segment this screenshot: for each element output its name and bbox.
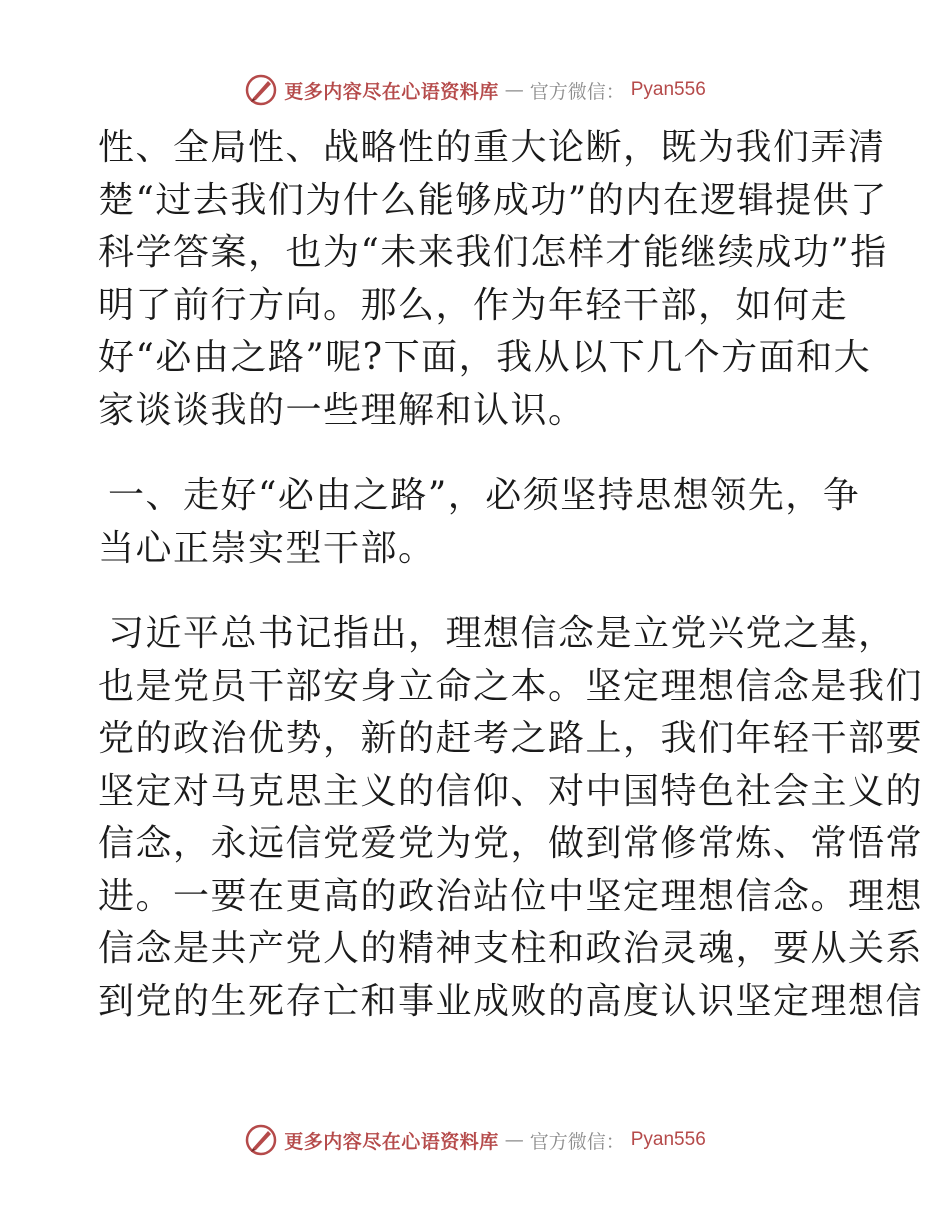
heading-line: 当心正崇实型干部。 bbox=[98, 527, 436, 569]
text-line: 信念是共产党人的精神支柱和政治灵魂，要从关系 bbox=[98, 928, 924, 969]
text-line: 明了前行方向。那么，作为年轻干部，如何走 bbox=[98, 284, 849, 326]
watermark-wechat-id: Pyan556 bbox=[630, 79, 706, 100]
text-line: 坚定对马克思主义的信仰、对中国特色社会主义的 bbox=[98, 770, 924, 812]
text-line: 党的政治优势，新的赶考之路上，我们年轻干部要 bbox=[98, 718, 924, 759]
text-line: 好“必由之路”呢?下面，我从以下几个方面和大 bbox=[98, 337, 872, 378]
text-line: 也是党员干部安身立命之本。坚定理想信念是我们 bbox=[98, 665, 924, 707]
text-line: 到党的生死存亡和事业成败的高度认识坚定理想信 bbox=[98, 980, 924, 1022]
watermark-wechat-label: 官方微信： bbox=[529, 80, 625, 103]
watermark-site-text: 更多内容尽在心语资料库 bbox=[284, 80, 499, 103]
quill-pen-logo-icon bbox=[244, 73, 278, 107]
section-heading-1 bbox=[98, 470, 861, 575]
text-line: 进。一要在更高的政治站位中坚定理想信念。理想 bbox=[98, 875, 924, 917]
text-line: 信念，永远信党爱党为党，做到常修常炼、常悟常 bbox=[98, 823, 924, 864]
header-watermark bbox=[0, 70, 950, 110]
text-line: 楚“过去我们为什么能够成功”的内在逻辑提供了 bbox=[98, 179, 888, 221]
heading-line: 一、走好“必由之路”，必须坚持思想领先，争 bbox=[108, 475, 861, 516]
watermark-wechat-id: Pyan556 bbox=[630, 1129, 706, 1150]
document-body bbox=[98, 122, 924, 1028]
quill-pen-logo-icon bbox=[244, 1123, 278, 1157]
text-line: 性、全局性、战略性的重大论断，既为我们弄清 bbox=[98, 127, 886, 168]
text-line: 习近平总书记指出，理想信念是立党兴党之基， bbox=[108, 613, 896, 654]
text-line: 科学答案，也为“未来我们怎样才能继续成功”指 bbox=[98, 232, 888, 273]
watermark-dash: — bbox=[504, 79, 524, 101]
paragraph-1 bbox=[98, 122, 888, 437]
watermark-site-text: 更多内容尽在心语资料库 bbox=[284, 1130, 499, 1153]
watermark-wechat-label: 官方微信： bbox=[529, 1130, 625, 1153]
footer-watermark bbox=[0, 1120, 950, 1160]
watermark-dash: — bbox=[504, 1129, 524, 1151]
paragraph-2 bbox=[98, 608, 924, 1028]
text-line: 家谈谈我的一些理解和认识。 bbox=[98, 389, 586, 431]
